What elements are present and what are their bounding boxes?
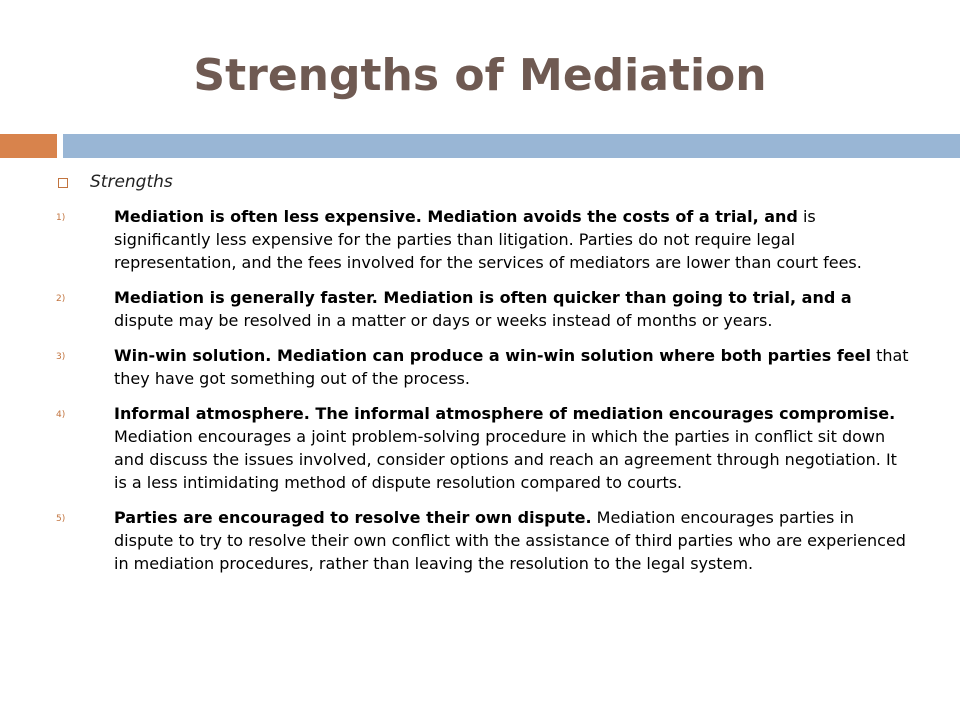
strengths-list [56, 205, 926, 587]
list-item-text [114, 402, 914, 494]
accent-bar-orange [0, 134, 57, 158]
list-item-body: is significantly less expensive for the parties than litigation. Parties do not require legal representation, and the fees involved for the services of mediators are lower than court fees. [114, 207, 862, 272]
list-item [56, 402, 926, 494]
accent-bar-blue [63, 134, 960, 158]
section-heading [58, 172, 173, 192]
list-item-lead: Win-win solution. Mediation can produce a win-win solution where both parties feel [114, 346, 871, 365]
list-item-text [114, 286, 914, 332]
list-item-number: 2) [56, 294, 66, 304]
list-item-body: that they have got something out of the process. [114, 346, 909, 388]
section-heading-label: Strengths [90, 172, 173, 192]
list-item-body: dispute may be resolved in a matter or days or weeks instead of months or years. [114, 311, 773, 330]
list-item-lead: Informal atmosphere. The informal atmosphere of mediation encourages compromise. [114, 404, 896, 423]
list-item-lead: Mediation is generally faster. Mediation is often quicker than going to trial, and a [114, 288, 852, 307]
list-item [56, 286, 926, 332]
list-item-text [114, 205, 914, 274]
list-item-lead: Parties are encouraged to resolve their own dispute. [114, 508, 592, 527]
list-item [56, 344, 926, 390]
list-item-body: Mediation encourages a joint problem-solving procedure in which the parties in conflict sit down and discuss the issues involved, consider options and reach an agreement through negotiation. It is a less intimidating method of dispute resolution compared to courts. [114, 427, 897, 492]
list-item [56, 205, 926, 274]
list-item-number: 5) [56, 514, 66, 524]
list-item-number: 3) [56, 352, 66, 362]
list-item-number: 4) [56, 410, 66, 420]
list-item-text [114, 506, 914, 575]
square-bullet-icon [58, 178, 68, 188]
list-item [56, 506, 926, 575]
list-item-text [114, 344, 914, 390]
list-item-number: 1) [56, 213, 66, 223]
list-item-body: Mediation encourages parties in dispute to try to resolve their own conflict with the assistance of third parties who are experienced in mediation procedures, rather than leaving the resolution to the legal system. [114, 508, 906, 573]
list-item-lead: Mediation is often less expensive. Mediation avoids the costs of a trial, and [114, 207, 798, 226]
slide-title: Strengths of Mediation [193, 50, 767, 101]
